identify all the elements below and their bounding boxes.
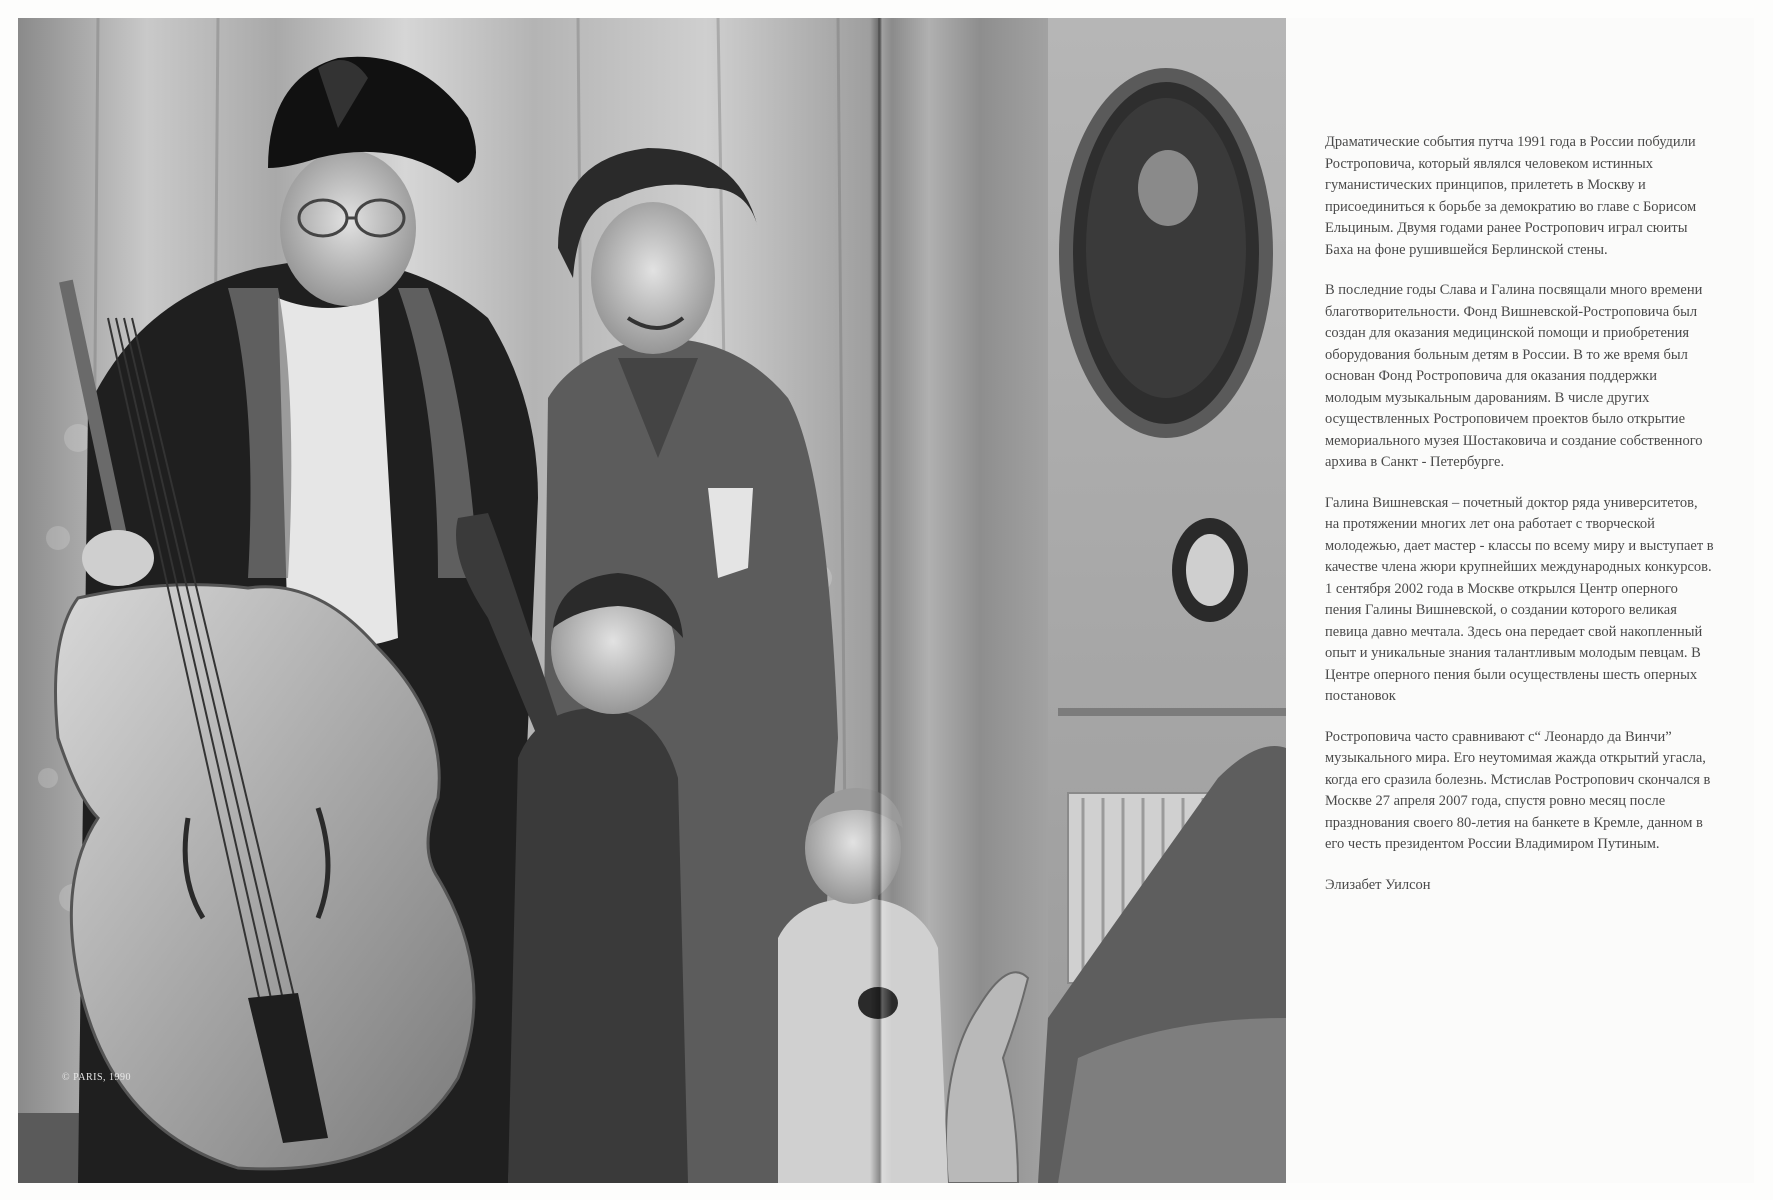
paragraph: Ростроповича часто сравнивают с“ Леонардо да Винчи” музыкального мира. Его неутомимая жажда открытий угасла, когда его сразила болезнь. Мстислав Ростропович скончался в Москве 27 апреля 2007 года, спустя ровно месяц после празднования своего 80-летия на банкете в Кремле, данном в его честь президентом России Владимиром Путиным.: [1325, 728, 1711, 852]
author-signature: Элизабет Уилсон: [1325, 876, 1431, 893]
page-gutter: [870, 18, 892, 1183]
paragraph: Галина Вишневская – почетный доктор ряда университетов, на протяжении многих лет она работает с творческой молодежью, дает мастер - классы по всему миру и выступает в качестве члена жюри крупнейших международных конкурсов. 1 сентября 2002 года в Москве открылся Центр оперного пения Галины Вишневской, о создании которого великая певица давно мечтала. Здесь она передает свой накопленный опыт и уникальные знания талантливым молодым певцам. В Центре оперного пения были осуществлены шесть оперных постановок: [1325, 494, 1714, 704]
photo-credit: © PARIS, 1990: [62, 1072, 132, 1083]
family-portrait-photo: [18, 18, 1286, 1183]
paragraph: В последние годы Слава и Галина посвящали много времени благотворительности. Фонд Вишневской-Ростроповича был создан для оказания медицинской помощи и приобретения оборудования больным детям в России. В то же время был основан Фонд Ростроповича для оказания поддержки молодым музыкальным дарованиям. В числе других осуществленных Ростроповичем проектов было открытие мемориального музея Шостаковича и создание собственного архива в Санкт - Петербурге.: [1325, 282, 1703, 470]
article-text: [1325, 132, 1715, 915]
paragraph: Драматические события путча 1991 года в России побудили Ростроповича, который являлся человеком истинных гуманистических принципов, прилететь в Москву и присоединиться к борьбе за демократию во главе с Борисом Ельциным. Двумя годами ранее Ростропович играл сюиты Баха на фоне рушившейся Берлинской стены.: [1325, 134, 1697, 258]
